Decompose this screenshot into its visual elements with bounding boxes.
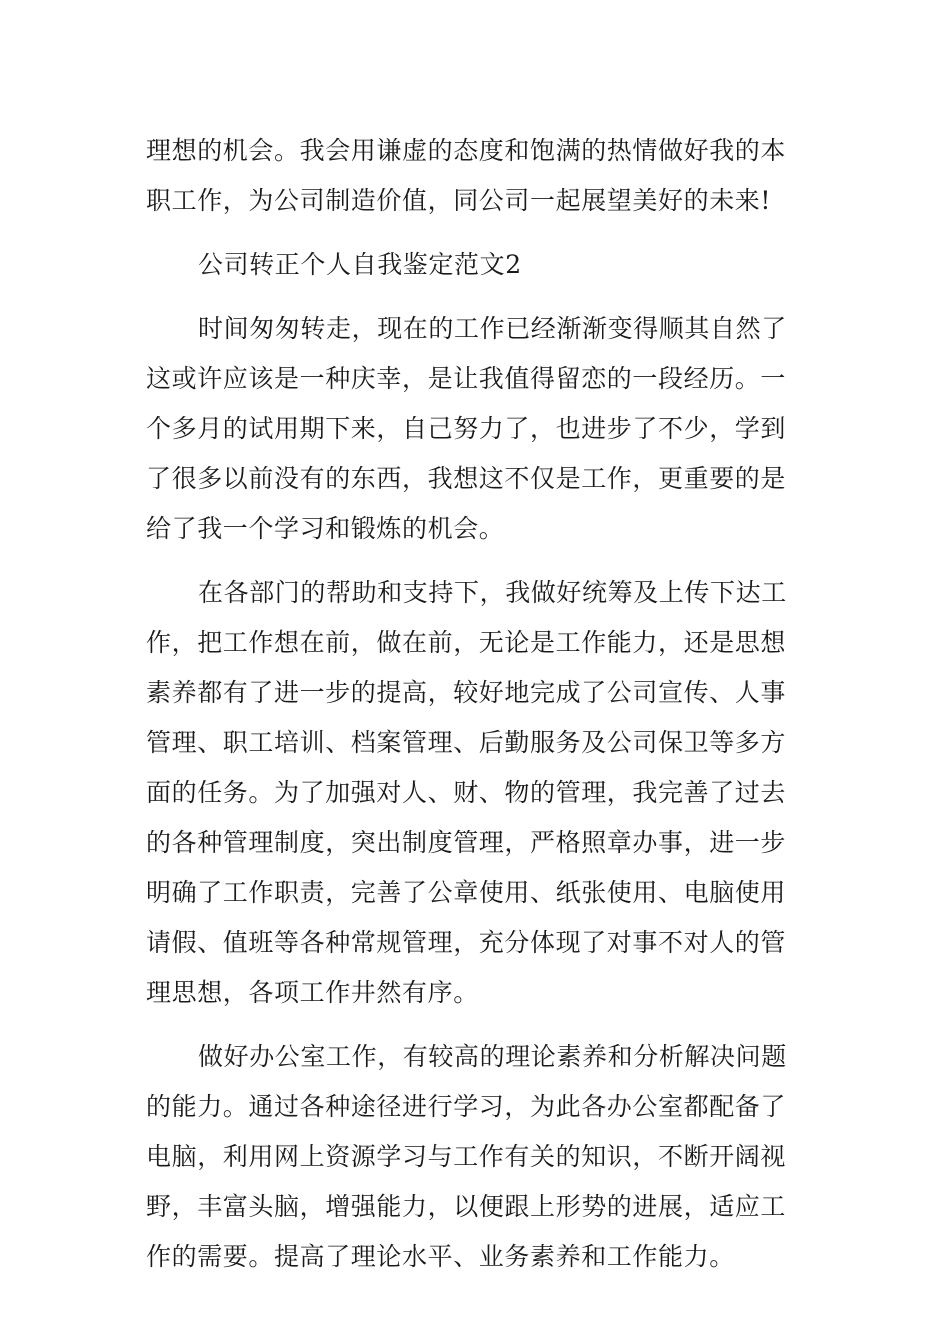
text-line: 理思想，各项工作井然有序。	[146, 978, 479, 1007]
text-line: 了很多以前没有的东西，我想这不仅是工作，更重要的是	[146, 464, 787, 493]
paragraph	[146, 304, 806, 554]
heading-text: 公司转正个人自我鉴定范文2	[198, 250, 522, 279]
document-body	[146, 126, 806, 1282]
text-line: 野，丰富头脑，增强能力，以便跟上形势的进展，适应工	[146, 1192, 787, 1221]
paragraph	[146, 126, 806, 226]
paragraph	[146, 568, 806, 1018]
text-line: 在各部门的帮助和支持下，我做好统筹及上传下达工	[198, 578, 787, 607]
text-line: 素养都有了进一步的提高，较好地完成了公司宣传、人事	[146, 678, 787, 707]
text-line: 管理、职工培训、档案管理、后勤服务及公司保卫等多方	[146, 728, 787, 757]
paragraph	[146, 1032, 806, 1282]
text-line: 请假、值班等各种常规管理，充分体现了对事不对人的管	[146, 928, 787, 957]
text-line: 面的任务。为了加强对人、财、物的管理，我完善了过去	[146, 778, 787, 807]
text-line: 这或许应该是一种庆幸，是让我值得留恋的一段经历。一	[146, 364, 787, 393]
text-line: 作的需要。提高了理论水平、业务素养和工作能力。	[146, 1242, 735, 1271]
section-heading	[146, 240, 806, 290]
text-line: 时间匆匆转走，现在的工作已经渐渐变得顺其自然了	[198, 314, 787, 343]
text-line: 理想的机会。我会用谦虚的态度和饱满的热情做好我的本	[146, 136, 787, 165]
text-line: 给了我一个学习和锻炼的机会。	[146, 514, 505, 543]
text-line: 的能力。通过各种途径进行学习，为此各办公室都配备了	[146, 1092, 787, 1121]
text-line: 职工作，为公司制造价值，同公司一起展望美好的未来!	[146, 186, 772, 215]
text-line: 做好办公室工作，有较高的理论素养和分析解决问题	[198, 1042, 787, 1071]
text-line: 个多月的试用期下来，自己努力了，也进步了不少，学到	[146, 414, 787, 443]
text-line: 电脑，利用网上资源学习与工作有关的知识，不断开阔视	[146, 1142, 787, 1171]
text-line: 的各种管理制度，突出制度管理，严格照章办事，进一步	[146, 828, 787, 857]
text-line: 作，把工作想在前，做在前，无论是工作能力，还是思想	[146, 628, 787, 657]
text-line: 明确了工作职责，完善了公章使用、纸张使用、电脑使用	[146, 878, 787, 907]
